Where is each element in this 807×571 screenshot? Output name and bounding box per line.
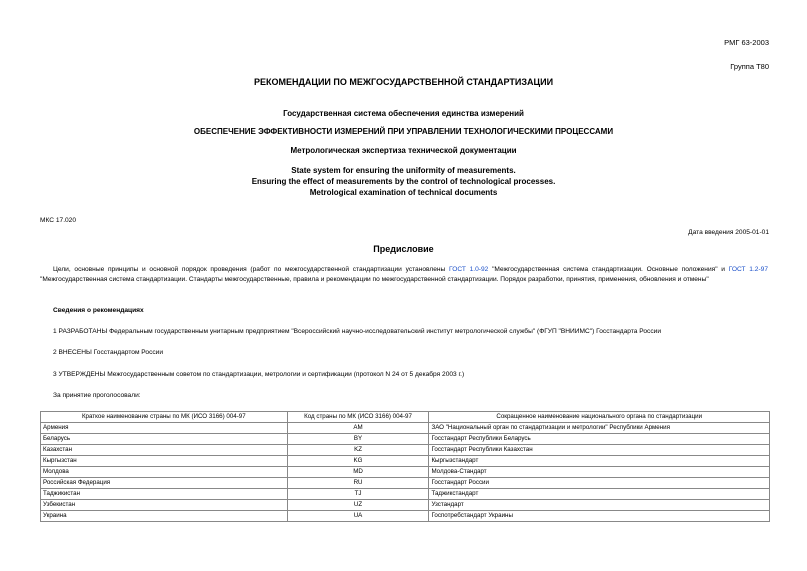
country-code: UZ — [287, 500, 429, 511]
foreword-text-2: "Межгосударственная система стандартизации. Основные положения" и — [488, 266, 729, 273]
standards-body: Таджикстандарт — [429, 489, 770, 500]
group-code: Группа Т80 — [730, 62, 769, 71]
standards-body: Молдова-Стандарт — [429, 467, 770, 478]
english-title-line-3: Metrological examination of technical documents — [309, 188, 498, 197]
voted-label: За принятие проголосовали: — [53, 392, 141, 399]
table-row — [41, 423, 770, 434]
country-code: BY — [287, 434, 429, 445]
country-code: KZ — [287, 445, 429, 456]
country-name: Таджикистан — [41, 489, 288, 500]
country-name: Армения — [41, 423, 288, 434]
country-name: Беларусь — [41, 434, 288, 445]
country-name: Молдова — [41, 467, 288, 478]
country-code: MD — [287, 467, 429, 478]
document-number: РМГ 63-2003 — [724, 38, 769, 47]
system-title: Государственная система обеспечения единства измерений — [283, 109, 524, 118]
country-code: AM — [287, 423, 429, 434]
header-body: Сокращенное наименование национального органа по стандартизации — [429, 412, 770, 423]
standards-body: Госстандарт Республики Беларусь — [429, 434, 770, 445]
mks-code: МКС 17.020 — [40, 217, 77, 224]
subject-title: ОБЕСПЕЧЕНИЕ ЭФФЕКТИВНОСТИ ИЗМЕРЕНИЙ ПРИ УПРАВЛЕНИИ ТЕХНОЛОГИЧЕСКИМИ ПРОЦЕССАМИ — [193, 127, 614, 136]
table-row — [41, 489, 770, 500]
foreword-text-1: Цели, основные принципы и основной порядок проведения (работ по межгосударственной стандартизации установлены — [53, 266, 450, 273]
standards-body: Кыргызстандарт — [429, 456, 770, 467]
info-heading: Сведения о рекомендациях — [53, 307, 144, 314]
item-submitted: 2 ВНЕСЕНЫ Госстандартом России — [53, 349, 164, 356]
country-name: Украина — [41, 511, 288, 522]
table-row — [41, 511, 770, 522]
table-row — [41, 434, 770, 445]
standards-body: ЗАО "Национальный орган по стандартизации и метрологии" Республики Армения — [429, 423, 770, 434]
gost-1-0-92-link[interactable]: ГОСТ 1.0-92 — [449, 266, 489, 273]
standards-body: Госстандарт Республики Казахстан — [429, 445, 770, 456]
header-code: Код страны по МК (ИСО 3166) 004-97 — [287, 412, 429, 423]
table-row — [41, 500, 770, 511]
voting-countries-table — [40, 411, 770, 522]
table-header-row — [41, 412, 770, 423]
item-approved: 3 УТВЕРЖДЕНЫ Межгосударственным советом по стандартизации, метрологии и сертификации (протокол N 24 от 5 декабря 2003 г.) — [53, 371, 465, 378]
table-row — [41, 445, 770, 456]
subtitle: Метрологическая экспертиза технической документации — [290, 146, 517, 155]
standards-body: Госстандарт России — [429, 478, 770, 489]
gost-1-2-97-link[interactable]: ГОСТ 1.2-97 — [728, 266, 768, 273]
country-code: RU — [287, 478, 429, 489]
english-title-line-1: State system for ensuring the uniformity of measurements. — [291, 166, 516, 175]
country-code: TJ — [287, 489, 429, 500]
item-developed: 1 РАЗРАБОТАНЫ Федеральным государственным унитарным предприятием "Всероссийский научно-исследовательский институт метрологической службы" (ФГУП "ВНИИМС") Госстандарта России — [53, 328, 661, 335]
table-row — [41, 467, 770, 478]
country-name: Казахстан — [41, 445, 288, 456]
english-title-line-2: Ensuring the effect of measurements by the control of technological processes. — [251, 177, 556, 186]
country-name: Кыргызстан — [41, 456, 288, 467]
foreword-paragraph — [40, 265, 768, 285]
introduction-date: Дата введения 2005-01-01 — [688, 229, 769, 236]
table-row — [41, 456, 770, 467]
country-code: KG — [287, 456, 429, 467]
standards-body: Госпотребстандарт Украины — [429, 511, 770, 522]
standards-body: Узстандарт — [429, 500, 770, 511]
foreword-heading: Предисловие — [373, 244, 434, 254]
foreword-text-3: "Межгосударственная система стандартизации. Стандарты межгосударственные, правила и рекомендации по межгосударственной стандартизации. Порядок разработки, принятия, применения, обновления и отмены" — [40, 276, 709, 283]
country-code: UA — [287, 511, 429, 522]
country-name: Российская Федерация — [41, 478, 288, 489]
table-row — [41, 478, 770, 489]
header-country: Краткое наименование страны по МК (ИСО 3166) 004-97 — [41, 412, 288, 423]
main-title: РЕКОМЕНДАЦИИ ПО МЕЖГОСУДАРСТВЕННОЙ СТАНДАРТИЗАЦИИ — [253, 77, 554, 87]
country-name: Узбекистан — [41, 500, 288, 511]
